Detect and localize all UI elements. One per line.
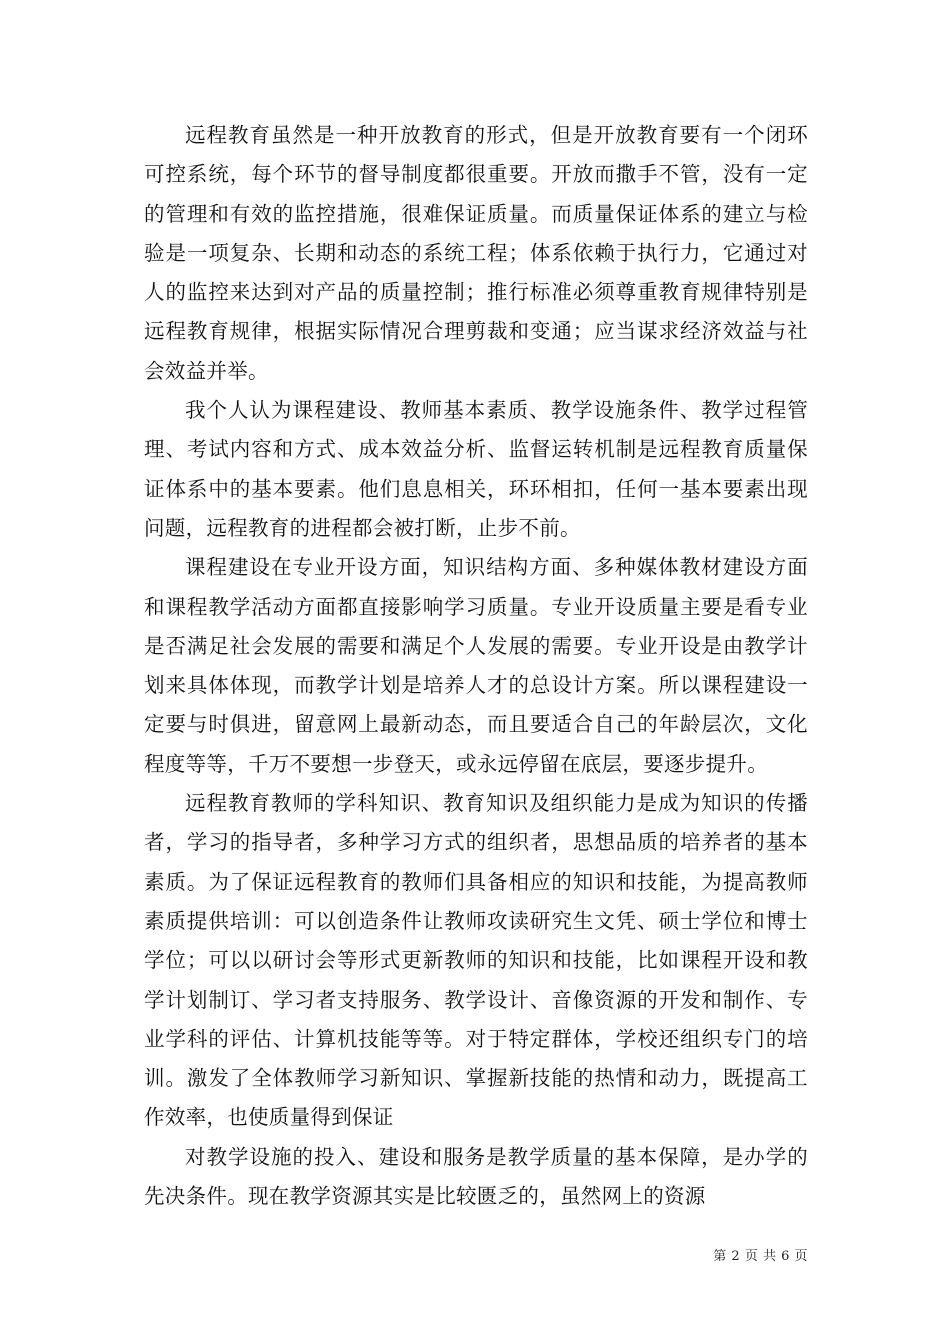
paragraph-1: 远程教育虽然是一种开放教育的形式，但是开放教育要有一个闭环可控系统，每个环节的督导制度都很重要。开放而撒手不管，没有一定的管理和有效的监控措施，很难保证质量。而质量保证体系的建立与检验是一项复杂、长期和动态的系统工程；体系依赖于执行力，它通过对人的监控来达到对产品的质量控制；推行标准必须尊重教育规律特别是远程教育规律，根据实际情况合理剪裁和变通；应当谋求经济效益与社会效益并举。 <box>144 123 808 383</box>
paragraph-3: 课程建设在专业开设方面，知识结构方面、多种媒体教材建设方面和课程教学活动方面都直接影响学习质量。专业开设质量主要是看专业是否满足社会发展的需要和满足个人发展的需要。专业开设是由教学计划来具体体现，而教学计划是培养人才的总设计方案。所以课程建设一定要与时俱进，留意网上最新动态，而且要适合自己的年龄层次，文化程度等等，千万不要想一步登天，或永远停留在底层，要逐步提升。 <box>144 555 808 776</box>
page-number-footer: 第 2 页 共 6 页 <box>713 1249 808 1264</box>
paragraph-2: 我个人认为课程建设、教师基本素质、教学设施条件、教学过程管理、考试内容和方式、成本效益分析、监督运转机制是远程教育质量保证体系中的基本要素。他们息息相关，环环相扣，任何一基本要素出现问题，远程教育的进程都会被打断，止步不前。 <box>144 398 808 540</box>
document-body <box>144 116 808 1216</box>
paragraph-5: 对教学设施的投入、建设和服务是教学质量的基本保障，是办学的先决条件。现在教学资源其实是比较匮乏的，虽然网上的资源 <box>144 1144 808 1209</box>
paragraph-4: 远程教育教师的学科知识、教育知识及组织能力是成为知识的传播者，学习的指导者，多种学习方式的组织者，思想品质的培养者的基本素质。为了保证远程教育的教师们具备相应的知识和技能，为提高教师素质提供培训：可以创造条件让教师攻读研究生文凭、硕士学位和博士学位；可以以研讨会等形式更新教师的知识和技能，比如课程开设和教学计划制订、学习者支持服务、教学设计、音像资源的开发和制作、专业学科的评估、计算机技能等等。对于特定群体，学校还组织专门的培训。激发了全体教师学习新知识、掌握新技能的热情和动力，既提高工作效率，也使质量得到保证 <box>144 791 808 1130</box>
